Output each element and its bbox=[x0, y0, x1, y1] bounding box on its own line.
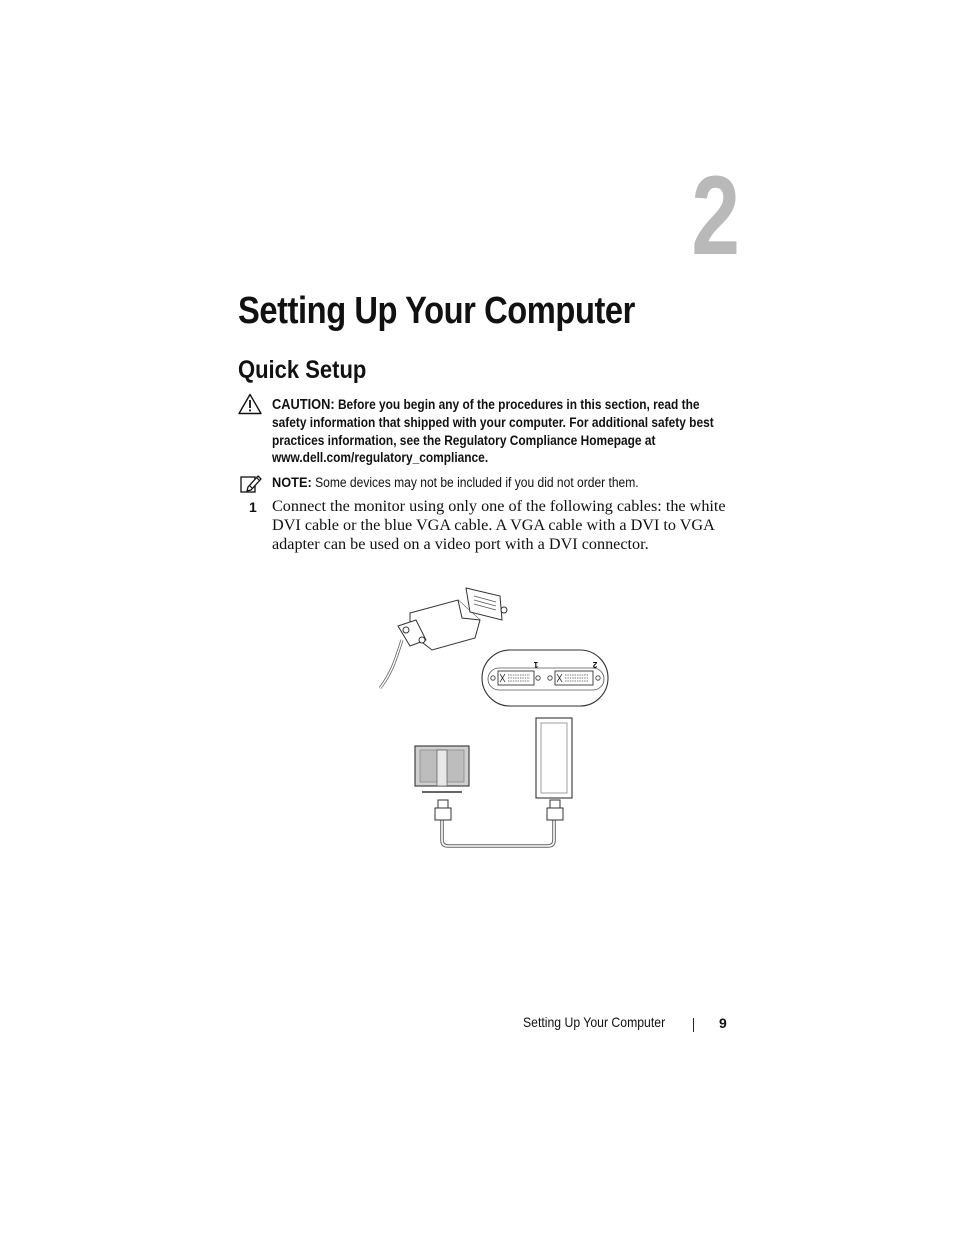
video-port-panel-illustration bbox=[482, 650, 608, 706]
monitor-cable-illustration bbox=[435, 800, 563, 846]
page-number: 9 bbox=[719, 1015, 727, 1031]
note-block bbox=[272, 474, 686, 492]
monitor-connection-illustration bbox=[370, 578, 620, 853]
caution-triangle-icon bbox=[238, 393, 262, 415]
note-label: NOTE: bbox=[272, 475, 312, 491]
step-text: Connect the monitor using only one of the following cables: the white DVI cable or the blue VGA cable. A VGA cable with a DVI to VGA adapter can be used on a video port with a DVI connector. bbox=[272, 497, 726, 553]
port-label-1: 1 bbox=[533, 660, 539, 669]
chapter-title: Setting Up Your Computer bbox=[238, 290, 635, 332]
computer-tower-illustration bbox=[536, 718, 572, 798]
note-pencil-icon bbox=[240, 474, 262, 494]
caution-text: Before you begin any of the procedures in this section, read the safety information that shipped with your computer. For additional safety best practices information, see the Regulatory Compliance Homepage at www.dell.com/regulatory_compliance. bbox=[272, 397, 714, 466]
caution-label: CAUTION: bbox=[272, 397, 335, 413]
section-title: Quick Setup bbox=[238, 356, 367, 384]
step-number: 1 bbox=[249, 499, 257, 515]
chapter-number: 2 bbox=[691, 153, 740, 278]
port-label-2: 2 bbox=[592, 660, 598, 669]
footer-chapter-title: Setting Up Your Computer bbox=[523, 1015, 666, 1030]
monitor-illustration bbox=[415, 746, 469, 792]
footer-divider bbox=[693, 1018, 694, 1032]
note-text: Some devices may not be included if you did not order them. bbox=[315, 475, 639, 490]
caution-block bbox=[272, 396, 735, 467]
